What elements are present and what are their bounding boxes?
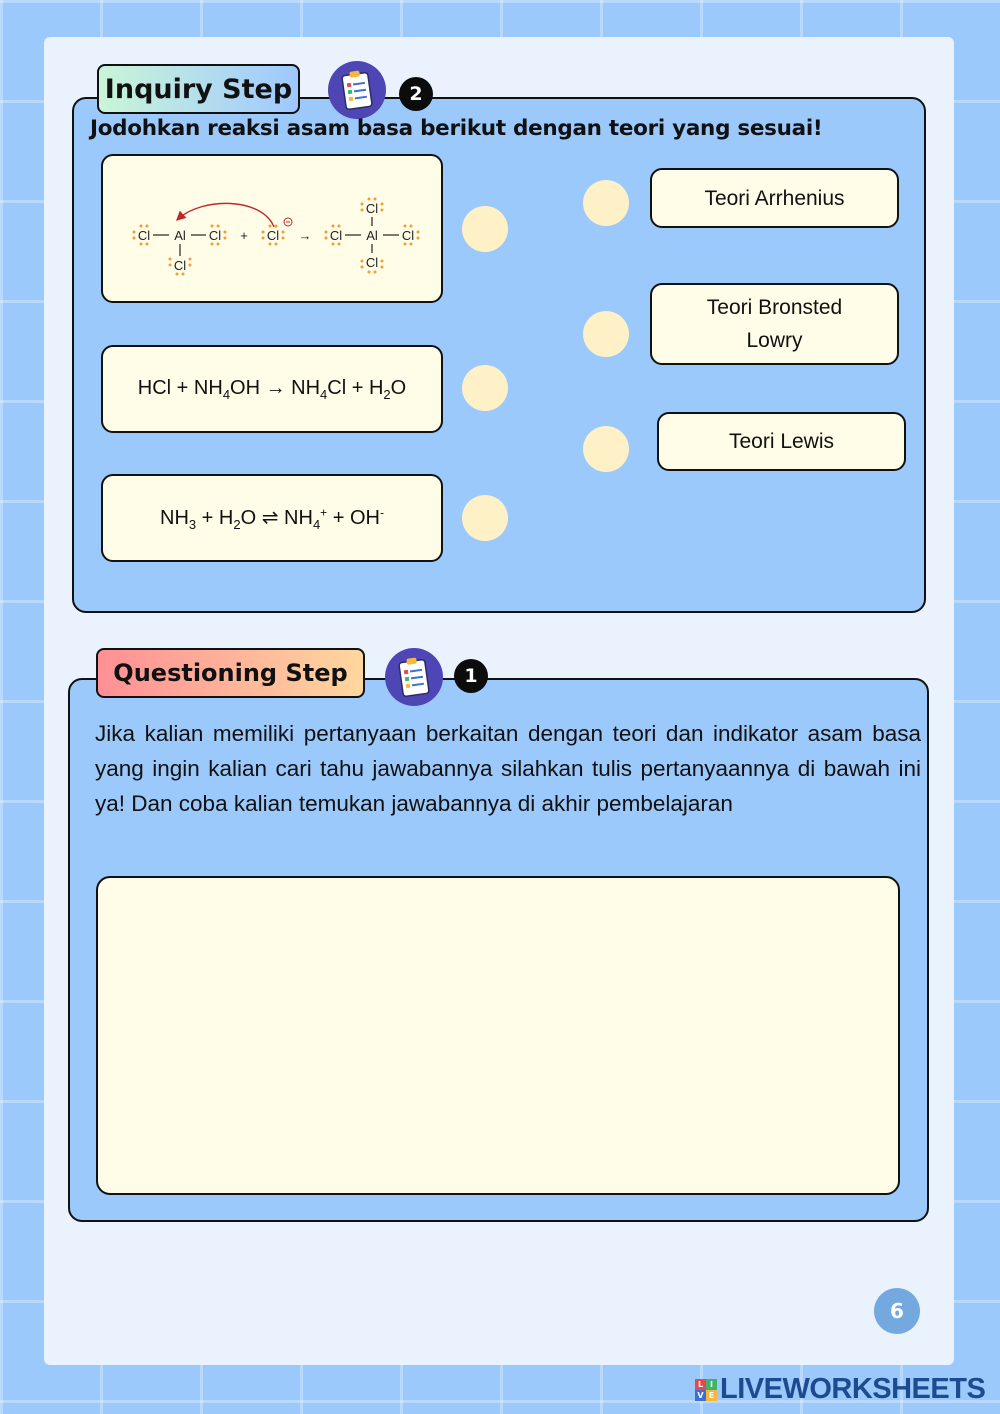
theory-label: Teori Arrhenius [704,186,845,210]
plus-sign: + [240,227,248,243]
theory-label: Teori Lewis [728,430,835,453]
liveworksheets-brand[interactable]: LIVEWORKSHEETS [720,1373,986,1405]
arrow-sign: → [298,227,312,243]
questioning-step-number: 1 [454,659,488,693]
clipboard-checklist-icon [385,648,443,706]
match-dot-theory-2[interactable] [583,311,629,357]
theory-card-bronsted-lowry[interactable] [650,283,899,365]
theory-card-lewis[interactable] [657,412,906,471]
match-dot-reaction-3[interactable] [462,495,508,541]
match-dot-reaction-1[interactable] [462,206,508,252]
atom-al: Al [366,227,378,243]
reaction-card-nh3-h2o[interactable] [101,474,443,562]
liveworksheets-logo-icon: L I V E [695,1379,717,1401]
atom-cl: Cl [365,254,379,270]
atom-cl: Cl [173,257,187,273]
atom-cl: Cl [401,227,415,243]
atom-al: Al [174,227,186,243]
inquiry-step-tag: Inquiry Step [97,64,300,114]
reaction-card-lewis[interactable] [101,154,443,303]
lewis-reaction-diagram [122,179,422,279]
atom-cl: Cl [365,200,379,216]
page-number-badge: 6 [874,1288,920,1334]
inquiry-instruction: Jodohkan reaksi asam basa berikut dengan teori yang sesuai! [90,116,823,141]
reaction-formula: $NH_3 + H_2O$ ⇌ $NH_4^+ + OH^-$ [160,504,384,532]
questioning-paragraph: Jika kalian memiliki pertanyaan berkaitan dengan teori dan indikator asam basa yang ingin kalian cari tahu jawabannya silahkan tulis pertanyaannya di bawah ini ya! Dan coba kalian temukan jawabannya di akhir pembelajaran [95,721,921,816]
atom-cl: Cl [208,227,222,243]
reaction-card-hcl-nh4oh[interactable] [101,345,443,433]
atom-cl: Cl [137,227,151,243]
match-dot-theory-1[interactable] [583,180,629,226]
theory-card-arrhenius[interactable] [650,168,899,228]
match-dot-reaction-2[interactable] [462,365,508,411]
atom-cl: Cl [329,227,343,243]
clipboard-checklist-icon [328,61,386,119]
match-dot-theory-3[interactable] [583,426,629,472]
questioning-step-tag: Questioning Step [96,648,365,698]
theory-label: Teori Bronsted Lowry [706,296,843,352]
inquiry-step-number: 2 [399,77,433,111]
question-answer-box[interactable] [96,876,900,1195]
atom-cl: Cl [266,227,280,243]
reaction-formula: HCl + $NH_4OH \to NH_4Cl + H_2O$ [137,376,407,402]
